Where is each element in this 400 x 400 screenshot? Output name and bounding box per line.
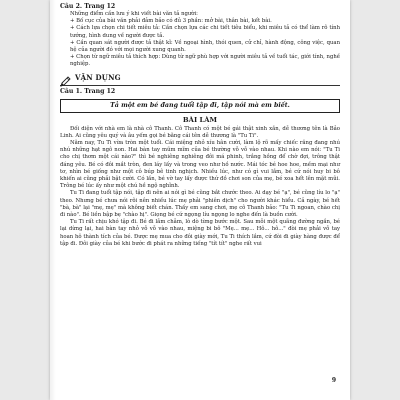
question-2-intro: Những điểm cần lưu ý khi viết bài văn tả người:: [70, 11, 198, 17]
question-1-title: Câu 1. Trang 12: [60, 87, 116, 95]
section-divider: [60, 85, 340, 86]
question-2-bullet: + Cần quan sát người được tả thật kĩ: Về ngoại hình, thói quen, cử chỉ, hành động, công việc, quan hệ của người đó với mọi người xung quanh.: [70, 39, 340, 54]
question-2-title: Câu 2. Trang 12: [60, 3, 116, 10]
gutter-shadow: [50, 0, 56, 400]
question-2-bullet: + Chọn từ ngữ miêu tả thích hợp: Dùng từ ngữ phù hợp với người miêu tả về tuổi tác, giới tính, nghề nghiệp.: [70, 54, 340, 68]
essay-paragraph: Tu Ti rất chịu khó tập đi. Bé đi lẫm chẫm, lò dò từng bước một. Sau mỗi một quãng đường ngắn, bé lại dừng lại, hai bàn tay nhỏ vỗ vỗ vào nhau, miệng bi bô "Mẹ... mẹ... Hô... hô..." đòi mẹ phải vỗ tay hoan hô thành tích của bé. Được mẹ mua cho đôi giày mới, Tu Ti thích lắm, cứ đòi đi giày hàng được để tập đi. Đôi giày của bé khi bước đi phát ra những tiếng "tít tít" nghe rất vui: [60, 219, 340, 247]
question-2-bullet: + Bố cục của bài văn phải đảm bảo có đủ 3 phần: mở bài, thân bài, kết bài.: [70, 18, 272, 25]
page-number: 9: [331, 377, 336, 384]
pencil-icon: [60, 72, 71, 83]
essay-title: BÀI LÀM: [182, 115, 218, 124]
essay-paragraph: Tu Ti đang tuổi tập nói, tập đi nên ai nói gì bé cũng bắt chước theo. Ai dạy bé "ạ", bé cũng líu lo "ạ" theo. Nhưng bé chưa nói rõi nên nhiều lúc mẹ phải "phiên dịch" cho người khác hiểu. Cả ngày, bé hết "bà, bà" lại "mẹ, mẹ" mà không biết chán. Thấy em sang chơi, mẹ cô Thanh bảo: "Tu Ti ngoan, chào chị đi nào". Bé liền bập bẹ "chào hị". Giọng bé cứ ngọng líu ngọng lo nghe đến là buồn cười.: [60, 190, 340, 219]
essay-paragraph: Năm nay, Tu Ti vừa tròn một tuổi. Cái miệng nhỏ xíu hân cười, làm lộ rõ mấy chiếc răng đang nhú nhú những hạt ngô non. Hai bàn tay mũm mĩm của bé thường vỗ vỗ vào nhau. Khi nào em nói: "Tu Ti cho chị thơm một cái nào?" thì bé nghiêng nghiêng đôi má phinh, trắng hồng để chờ đợi, trông thật đáng yêu. Bé có đôi mắt tròn, đen láy lấy và trong veo như hồ nước. Mái tóc bé hoe hoe, mềm mại như tơ, nhìn bé giống như một cô búp bê tinh nghịch. Nhiều lúc, như có gì vui lắm, bé cứ nói huy bi bô khiến ai cũng phải bật cười. Có lần, bé vờ tay lấy được thứ đồ chơi son của mẹ, bé xoa hết lên mặt mũi. Trông bé lúc ấy như một chú hề ngộ nghĩnh.: [60, 140, 340, 190]
task-prompt: Tả một em bé đang tuổi tập đi, tập nói mà em biết.: [60, 99, 340, 113]
section-header: [60, 72, 340, 84]
essay-paragraph: Đối diện với nhà em là nhà cô Thanh. Cô Thanh có một bé gái thật xinh xắn, dễ thương tên là Bảo Linh. Ai cũng yêu quý và âu yếm gọi bé bằng cái tên dễ thương là "Tu Ti".: [60, 125, 340, 139]
question-2-bullet: + Cách lựa chọn chi tiết miêu tả: Cần chọn lựa các chi tiết tiêu biểu, khi miêu tả có thể làm rõ tính tướng, hình dung về người được tả.: [70, 25, 340, 39]
page-content: [60, 3, 340, 248]
book-page: [50, 0, 350, 400]
section-title: VẬN DỤNG: [75, 73, 121, 83]
